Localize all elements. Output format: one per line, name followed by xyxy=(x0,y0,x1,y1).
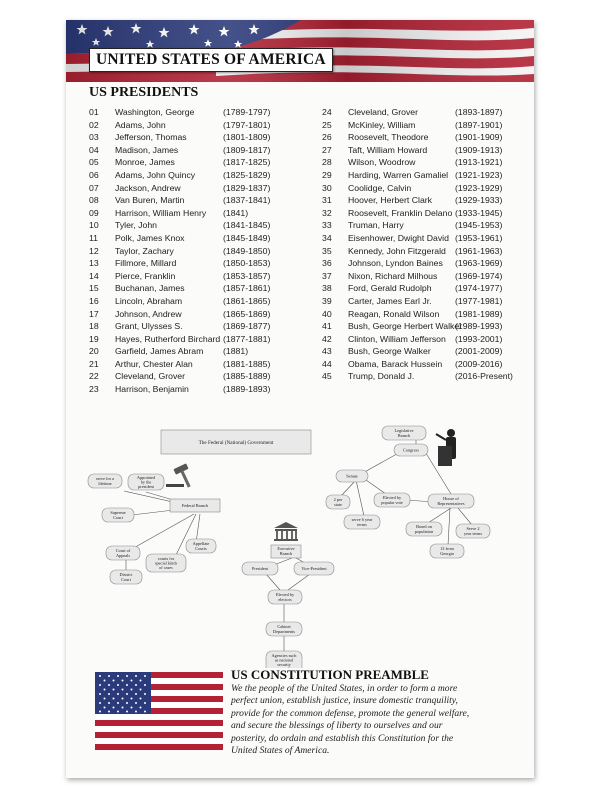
president-years: (1981-1989) xyxy=(455,308,503,319)
president-number: 21 xyxy=(89,358,99,369)
us-flag-image xyxy=(95,672,223,750)
president-years: (1977-1981) xyxy=(455,295,503,306)
svg-text:state: state xyxy=(334,502,342,507)
president-years: (1921-1923) xyxy=(455,169,503,180)
president-number: 17 xyxy=(89,308,99,319)
president-number: 01 xyxy=(89,107,99,117)
president-number: 08 xyxy=(89,195,99,206)
svg-text:Senate: Senate xyxy=(346,473,358,479)
president-years: (1869-1877) xyxy=(223,321,271,332)
node-elected-popular xyxy=(374,493,410,507)
svg-text:Branch: Branch xyxy=(397,433,411,438)
president-name: Adams, John Quincy xyxy=(115,169,196,180)
president-years: (1945-1953) xyxy=(455,220,503,231)
president-number: 43 xyxy=(322,346,332,357)
president-years: (1877-1881) xyxy=(223,333,271,344)
president-number: 14 xyxy=(89,270,99,281)
preamble-line: United States of America. xyxy=(231,745,330,757)
president-name: McKinley, William xyxy=(348,119,416,130)
president-name: Ford, Gerald Rudolph xyxy=(348,283,432,294)
president-years: (2016-Present) xyxy=(455,371,513,382)
president-name: Buchanan, James xyxy=(115,283,185,294)
node-two-per-state xyxy=(326,495,350,509)
svg-text:Departments: Departments xyxy=(273,629,295,634)
svg-text:House of: House of xyxy=(443,496,459,501)
president-years: (1881) xyxy=(223,346,249,357)
president-number: 22 xyxy=(89,371,99,382)
president-years: (1849-1850) xyxy=(223,245,271,256)
president-years: (1845-1849) xyxy=(223,232,271,243)
svg-text:President: President xyxy=(252,566,268,571)
svg-text:Appellate: Appellate xyxy=(192,541,210,546)
president-name: Jefferson, Thomas xyxy=(115,132,187,143)
president-number: 34 xyxy=(322,232,332,243)
president-name: Trump, Donald J. xyxy=(348,371,415,382)
president-years: (1853-1857) xyxy=(223,270,271,281)
president-number: 29 xyxy=(322,169,332,180)
node-serve-2-year xyxy=(456,524,490,538)
president-name: Arthur, Chester Alan xyxy=(115,358,193,369)
president-years: (1881-1885) xyxy=(223,358,271,369)
president-number: 36 xyxy=(322,258,332,269)
svg-text:of cases: of cases xyxy=(159,565,173,570)
svg-text:serve for a: serve for a xyxy=(95,476,115,481)
svg-text:Court: Court xyxy=(121,577,131,582)
svg-text:Courts: Courts xyxy=(195,546,207,551)
node-serve-lifetime xyxy=(88,474,122,488)
president-name: Roosevelt, Franklin Delano xyxy=(348,207,453,218)
president-name: Johnson, Andrew xyxy=(115,308,182,319)
president-years: (1809-1817) xyxy=(223,144,271,155)
president-number: 31 xyxy=(322,195,332,206)
president-number: 02 xyxy=(89,119,99,130)
svg-text:Based on: Based on xyxy=(416,524,432,529)
svg-text:Serve 2: Serve 2 xyxy=(466,526,480,531)
president-number: 45 xyxy=(322,371,332,382)
node-federal-government xyxy=(161,430,311,454)
node-vice-president xyxy=(294,562,334,575)
president-name: Wilson, Woodrow xyxy=(348,157,416,168)
president-name: Kennedy, John Fitzgerald xyxy=(348,245,446,256)
president-name: Reagan, Ronald Wilson xyxy=(348,308,440,319)
president-name: Eisenhower, Dwight David xyxy=(348,232,449,243)
president-number: 11 xyxy=(89,232,99,243)
node-appellate-courts xyxy=(186,539,216,553)
node-legislative-branch xyxy=(382,426,426,440)
president-years: (1897-1901) xyxy=(455,119,503,130)
president-name: Madison, James xyxy=(115,144,179,155)
svg-text:Court of: Court of xyxy=(115,548,131,553)
svg-text:Executive: Executive xyxy=(277,546,295,551)
node-president xyxy=(242,562,278,575)
president-years: (1993-2001) xyxy=(455,333,503,344)
node-executive-branch xyxy=(271,545,301,558)
president-years: (1861-1865) xyxy=(223,295,271,306)
svg-text:Agencies such: Agencies such xyxy=(271,653,297,658)
flag-banner xyxy=(66,20,534,82)
president-number: 07 xyxy=(89,182,99,193)
svg-text:Appeals: Appeals xyxy=(115,553,131,558)
president-name: Fillmore, Millard xyxy=(115,258,177,269)
president-number: 05 xyxy=(89,157,99,168)
president-name: Clinton, William Jefferson xyxy=(348,333,446,344)
svg-text:Elected by: Elected by xyxy=(382,495,402,500)
president-number: 04 xyxy=(89,144,99,155)
svg-text:Georgia: Georgia xyxy=(440,551,454,556)
president-years: (1933-1945) xyxy=(455,207,503,218)
preamble-line: posterity, do ordain and establish this Constitution for the xyxy=(231,732,454,744)
president-name: Bush, George Herbert Walker xyxy=(348,321,463,332)
president-name: Taft, William Howard xyxy=(348,144,428,155)
president-years: (1923-1929) xyxy=(455,182,503,193)
svg-text:population: population xyxy=(414,529,434,534)
president-years: (1850-1853) xyxy=(223,258,271,269)
preamble-line: provide for the common defense, promote the general welfare, xyxy=(231,707,470,719)
president-years: (1989-1993) xyxy=(455,321,503,332)
president-years: (1825-1829) xyxy=(223,169,271,180)
president-number: 44 xyxy=(322,358,332,369)
president-number: 10 xyxy=(89,220,99,231)
preamble-text xyxy=(231,683,521,757)
president-years: (1953-1961) xyxy=(455,232,503,243)
svg-text:special kinds: special kinds xyxy=(154,560,178,566)
president-number: 27 xyxy=(322,144,332,155)
svg-text:electors: electors xyxy=(278,597,292,602)
svg-text:Congress: Congress xyxy=(403,447,419,453)
president-number: 16 xyxy=(89,295,99,306)
president-number: 37 xyxy=(322,270,332,281)
svg-text:Federal Branch: Federal Branch xyxy=(181,503,209,508)
node-courts-special xyxy=(146,554,186,572)
president-number: 30 xyxy=(322,182,332,193)
president-number: 20 xyxy=(89,346,99,357)
svg-text:Branch: Branch xyxy=(279,551,293,556)
president-name: Cleveland, Grover xyxy=(348,107,419,117)
president-name: Tyler, John xyxy=(115,220,158,231)
svg-text:Representatives: Representatives xyxy=(437,501,465,506)
node-federal-branch xyxy=(170,499,220,512)
president-years: (1963-1969) xyxy=(455,258,503,269)
president-name: Lincoln, Abraham xyxy=(115,295,183,306)
president-name: Coolidge, Calvin xyxy=(348,182,412,193)
gavel-icon xyxy=(166,463,191,487)
svg-text:security: security xyxy=(277,662,291,667)
svg-text:by the: by the xyxy=(140,479,152,485)
svg-text:Cabinet: Cabinet xyxy=(277,624,291,629)
president-name: Harding, Warren Gamaliel xyxy=(348,169,449,180)
president-years: (1829-1837) xyxy=(223,182,271,193)
svg-text:terms: terms xyxy=(357,522,367,527)
president-years: (1885-1889) xyxy=(223,371,271,382)
node-six-year xyxy=(344,515,380,529)
president-years: (1865-1869) xyxy=(223,308,271,319)
president-years: (1797-1801) xyxy=(223,119,271,130)
president-name: Van Buren, Martin xyxy=(115,195,185,206)
president-number: 03 xyxy=(89,132,99,143)
preamble-line: We the people of the United States, in order to form a more xyxy=(231,683,458,694)
president-name: Cleveland, Grover xyxy=(115,371,186,382)
president-years: (2009-2016) xyxy=(455,358,503,369)
svg-text:Court: Court xyxy=(113,515,123,520)
presidents-heading: US PRESIDENTS xyxy=(89,85,199,100)
president-name: Nixon, Richard Milhous xyxy=(348,270,438,281)
president-years: (1889-1893) xyxy=(223,384,271,395)
node-district-court xyxy=(110,570,142,584)
svg-text:courts for: courts for xyxy=(157,556,175,561)
president-years: (1801-1809) xyxy=(223,132,271,143)
president-number: 13 xyxy=(89,258,99,269)
president-years: (1961-1963) xyxy=(455,245,503,256)
svg-text:year terms: year terms xyxy=(463,531,483,536)
president-years: (1974-1977) xyxy=(455,283,503,294)
svg-text:District: District xyxy=(119,572,133,577)
president-name: Carter, James Earl Jr. xyxy=(348,295,432,306)
node-elected-electors xyxy=(268,590,302,604)
president-name: Hayes, Rutherford Birchard xyxy=(115,333,221,344)
president-years: (1913-1921) xyxy=(455,157,503,168)
title-box xyxy=(89,48,333,72)
president-number: 24 xyxy=(322,107,332,117)
president-years: (1789-1797) xyxy=(223,107,271,117)
preamble-line: and secure the blessings of liberty to ourselves and our xyxy=(231,720,443,732)
president-number: 18 xyxy=(89,321,99,332)
node-appointed xyxy=(128,474,164,490)
node-based-population xyxy=(406,522,442,536)
president-years: (1817-1825) xyxy=(223,157,271,168)
president-number: 15 xyxy=(89,283,99,294)
president-name: Obama, Barack Hussein xyxy=(348,358,443,369)
president-years: (1837-1841) xyxy=(223,195,271,206)
svg-text:The Federal (National) Governm: The Federal (National) Government xyxy=(198,440,274,446)
svg-text:Supreme: Supreme xyxy=(110,510,126,515)
president-name: Washington, George xyxy=(115,107,195,117)
president-years: (1909-1913) xyxy=(455,144,503,155)
president-years: (1841) xyxy=(223,207,249,218)
svg-text:Vice-President: Vice-President xyxy=(301,566,327,571)
node-congress xyxy=(394,444,428,456)
preamble-heading: US CONSTITUTION PREAMBLE xyxy=(231,667,429,682)
svg-text:Appointed: Appointed xyxy=(136,475,156,480)
node-cabinet xyxy=(266,622,302,636)
svg-text:Elected by: Elected by xyxy=(275,592,295,597)
speaker-podium-icon xyxy=(436,429,456,466)
government-diagram xyxy=(66,398,534,668)
president-number: 33 xyxy=(322,220,332,231)
svg-text:popular vote: popular vote xyxy=(381,500,403,505)
president-number: 40 xyxy=(322,308,332,319)
poster xyxy=(66,20,534,778)
president-number: 06 xyxy=(89,169,99,180)
president-years: (1929-1933) xyxy=(455,195,503,206)
president-name: Monroe, James xyxy=(115,157,175,168)
svg-text:serve 6 year: serve 6 year xyxy=(351,517,373,522)
president-number: 38 xyxy=(322,283,332,294)
svg-text:13 from: 13 from xyxy=(440,546,454,551)
president-years: (1893-1897) xyxy=(455,107,503,117)
president-name: Grant, Ulysses S. xyxy=(115,321,183,332)
president-name: Johnson, Lyndon Baines xyxy=(348,258,443,269)
president-number: 39 xyxy=(322,295,332,306)
president-number: 23 xyxy=(89,384,99,395)
svg-text:Legislative: Legislative xyxy=(394,428,414,433)
node-house xyxy=(428,494,474,508)
president-name: Truman, Harry xyxy=(348,220,404,231)
president-name: Hoover, Herbert Clark xyxy=(348,195,433,206)
svg-text:president: president xyxy=(138,484,154,489)
page-title: UNITED STATES OF AMERICA xyxy=(96,51,326,68)
node-senate xyxy=(336,470,368,482)
capitol-building-icon xyxy=(274,522,298,541)
president-years: (1857-1861) xyxy=(223,283,271,294)
president-number: 32 xyxy=(322,207,332,218)
president-number: 26 xyxy=(322,132,332,143)
node-georgia xyxy=(430,544,464,558)
president-years: (1901-1909) xyxy=(455,132,503,143)
node-supreme-court xyxy=(102,508,134,522)
preamble-line: perfect union, establish justice, insure domestic tranquility, xyxy=(231,695,458,707)
president-years: (1841-1845) xyxy=(223,220,271,231)
president-name: Harrison, Benjamin xyxy=(115,384,189,395)
president-number: 09 xyxy=(89,207,99,218)
node-agencies xyxy=(266,651,302,668)
president-years: (2001-2009) xyxy=(455,346,503,357)
president-name: Adams, John xyxy=(115,119,166,130)
president-years: (1969-1974) xyxy=(455,270,503,281)
president-name: Garfield, James Abram xyxy=(115,346,204,357)
svg-text:2 per: 2 per xyxy=(333,497,343,502)
node-court-appeals xyxy=(106,546,140,560)
president-name: Jackson, Andrew xyxy=(115,182,181,193)
president-number: 42 xyxy=(322,333,332,344)
president-name: Harrison, William Henry xyxy=(115,207,207,218)
svg-text:as national: as national xyxy=(274,657,294,663)
president-number: 25 xyxy=(322,119,332,130)
president-number: 12 xyxy=(89,245,99,256)
president-name: Pierce, Franklin xyxy=(115,270,176,281)
president-number: 35 xyxy=(322,245,332,256)
president-name: Bush, George Walker xyxy=(348,346,431,357)
president-number: 28 xyxy=(322,157,332,168)
president-number: 41 xyxy=(322,321,332,332)
president-name: Taylor, Zachary xyxy=(115,245,174,256)
svg-text:lifetime: lifetime xyxy=(98,481,112,486)
president-number: 19 xyxy=(89,333,99,344)
president-name: Polk, James Knox xyxy=(115,232,185,243)
president-name: Roosevelt, Theodore xyxy=(348,132,429,143)
